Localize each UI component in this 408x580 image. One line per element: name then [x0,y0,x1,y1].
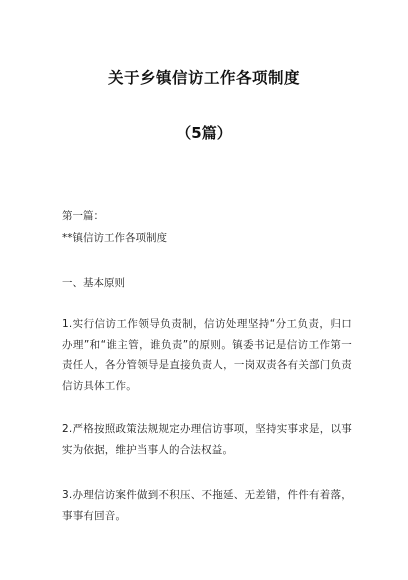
paragraph-3: 3.办理信访案件做到不积压、不拖延、无差错，件件有着落，事事有回音。 [62,489,352,522]
document-title: 关于乡镇信访工作各项制度 [107,69,300,87]
part-heading: **镇信访工作各项制度 [62,232,167,244]
paragraph-1: 1.实行信访工作领导负责制，信访处理坚持“分工负责，归口办理”和“谁主管，谁负责”的原则。镇委书记是信访工作第一责任人，各分管领导是直接负责人，一岗双责各有关部门负责信访具体工作。 [62,318,352,392]
paragraph-2: 2.严格按照政策法规规定办理信访事项，坚持实事求是，以事实为依据，维护当事人的合法权益。 [62,423,352,456]
document-subtitle: （5篇） [176,124,232,142]
section-heading: 一、基本原则 [62,277,125,289]
part-label: 第一篇： [62,210,104,222]
